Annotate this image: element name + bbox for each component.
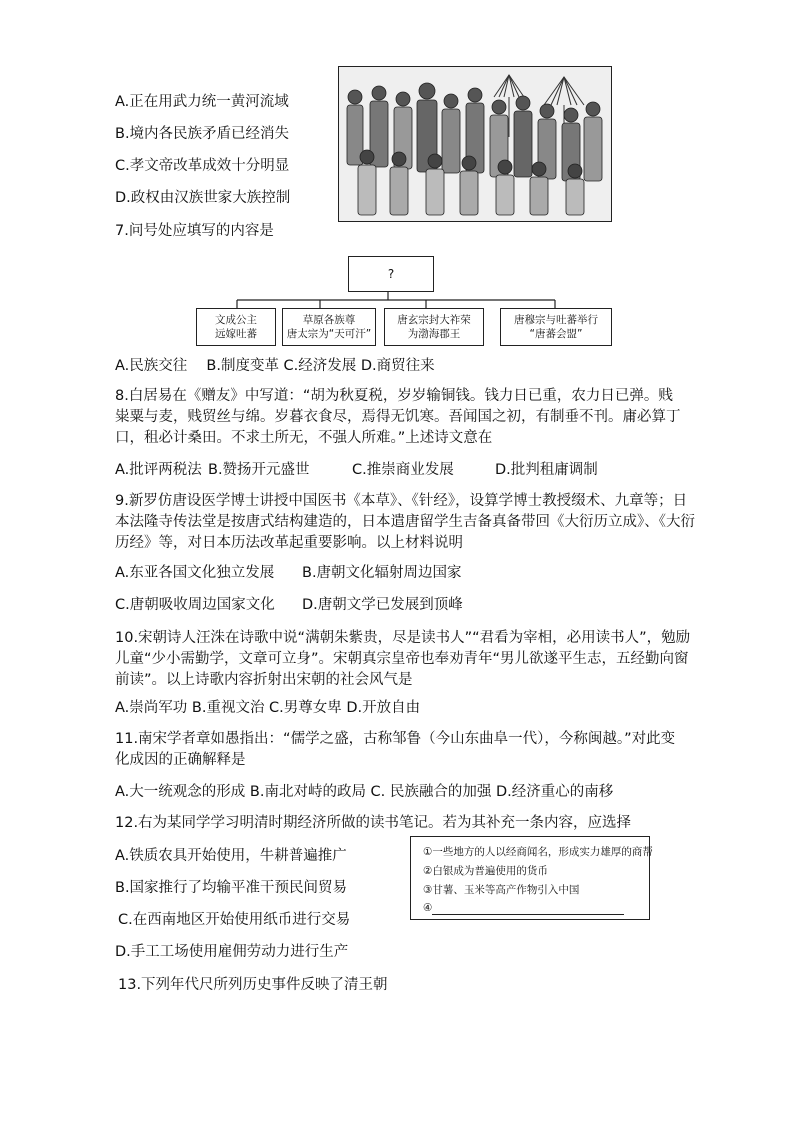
q12-option-b: B.国家推行了均输平准干预民间贸易	[115, 880, 348, 896]
q6-option-d: D.政权由汉族世家大族控制	[115, 190, 291, 206]
q7-box-4	[500, 308, 612, 346]
q7-box-4-line1: 唐穆宗与吐蕃举行	[514, 314, 598, 326]
q6-option-b: B.境内各民族矛盾已经消失	[115, 126, 290, 142]
q7-box-2-line1: 草原各族尊	[302, 314, 356, 326]
q10-stem: 10.宋朝诗人汪洙在诗歌中说“满朝朱紫贵，尽是读书人”“君看为宰相，必用读书人”，勉励儿童“少小需勤学，文章可立身”。宋朝真宗皇帝也奉劝青年“男儿欲遂平生志，五经勤向窗前读”。以上诗歌内容折射出宋朝的社会风气是	[115, 630, 691, 688]
q8-option-c: C.推崇商业发展	[352, 462, 454, 478]
q12-stem: 12.右为某同学学习明清时期经济所做的读书笔记。若为其补充一条内容，应选择	[115, 815, 632, 831]
q12-study-notes-box	[410, 836, 653, 920]
q10-options: A.崇尚军功 B.重视文治 C.男尊女卑 D.开放自由	[115, 700, 421, 716]
q7-box-3-line2: 为渤海郡王	[407, 328, 461, 340]
q8-option-a: A.批评两税法	[115, 462, 202, 478]
q6-option-a: A.正在用武力统一黄河流域	[115, 94, 289, 110]
q7-options: A.民族交往 B.制度变革 C.经济发展 D.商贸往来	[115, 358, 435, 374]
q12-note-4-blank	[432, 904, 624, 915]
q7-stem: 7.问号处应填写的内容是	[115, 223, 274, 239]
q7-root-question-mark: ?	[387, 267, 395, 281]
q12-option-c: C.在西南地区开始使用纸币进行交易	[118, 912, 351, 928]
q8-stem: 8.白居易在《赠友》中写道：“胡为秋夏税，岁岁输铜钱。钱力日已重，农力日已弹。贱粜粟与麦，贱贸丝与绵。岁暮衣食尽，焉得无饥寒。吾闻国之初，有制垂不刊。庸必算丁口，租必计桑田。不求土所无，不强人所难。”上述诗文意在	[115, 388, 681, 446]
q6-option-c: C.孝文帝改革成效十分明显	[115, 158, 290, 174]
q7-box-1-line1: 文成公主	[215, 314, 257, 326]
q7-box-3	[384, 308, 484, 346]
q7-box-1-line2: 远嫁吐蕃	[215, 328, 257, 340]
q9-stem: 9.新罗仿唐设医学博士讲授中国医书《本草》、《针经》，设算学博士教授缀术、九章等；日本法隆寺传法堂是按唐式结构建造的，日本遣唐留学生吉备真备带回《大衍历立成》、《大衍历经》等，对日本历法改革起重要影响。以上材料说明	[115, 493, 695, 551]
q12-note-2: ②白银成为普遍使用的货币	[423, 865, 548, 877]
q11-options: A.大一统观念的形成 B.南北对峙的政局 C. 民族融合的加强 D.经济重心的南移	[115, 784, 614, 800]
q11-stem: 11.南宋学者章如愚指出：“儒学之盛，古称邹鲁（今山东曲阜一代），今称闽越。”对此变化成因的正确解释是	[115, 731, 676, 768]
q12-note-4-number: ④	[423, 902, 433, 914]
q8-option-d: D.批判租庸调制	[495, 462, 598, 478]
q7-box-2-line2: 唐太宗为“天可汗”	[286, 328, 372, 340]
q7-box-1	[196, 308, 276, 346]
q13-stem: 13.下列年代尺所列历史事件反映了清王朝	[118, 977, 388, 993]
q9-option-b: B.唐朝文化辐射周边国家	[302, 565, 462, 581]
q12-option-d: D.手工工场使用雇佣劳动力进行生产	[115, 944, 349, 960]
q12-note-4	[423, 901, 624, 915]
q12-note-3: ③甘薯、玉米等高产作物引入中国	[423, 884, 580, 896]
q9-option-c: C.唐朝吸收周边国家文化	[115, 597, 275, 613]
q7-box-3-line1: 唐玄宗封大祚荣	[397, 314, 471, 326]
q8-option-b: B.赞扬开元盛世	[208, 462, 310, 478]
q7-root-box	[348, 256, 434, 292]
q7-box-2	[282, 308, 376, 346]
q12-note-1: ①一些地方的人以经商闻名，形成实力雄厚的商帮	[423, 846, 653, 858]
q9-option-d: D.唐朝文学已发展到顶峰	[302, 597, 463, 613]
q7-tree-connectors	[0, 0, 794, 360]
q7-box-4-line2: “唐蕃会盟”	[529, 328, 583, 340]
q9-option-a: A.东亚各国文化独立发展	[115, 565, 275, 581]
q12-option-a: A.铁质农具开始使用，牛耕普遍推广	[115, 848, 347, 864]
